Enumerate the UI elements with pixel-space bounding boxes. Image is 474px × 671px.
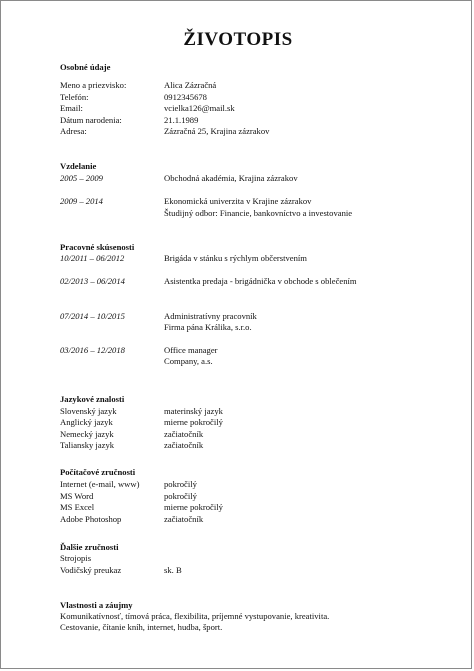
- personal-value: 0912345678: [164, 92, 207, 102]
- traits-line: Komunikatívnosť, tímová práca, flexibilita, príjemné vystupovanie, kreativita.: [60, 611, 330, 621]
- computer-level: začiatočník: [164, 514, 204, 524]
- computer-level: pokročilý: [164, 491, 197, 501]
- computer-skill: MS Word: [60, 491, 94, 501]
- section-heading-experience: Pracovné skúsenosti: [60, 242, 135, 252]
- language-level: materinský jazyk: [164, 406, 223, 416]
- language-name: Taliansky jazyk: [60, 440, 115, 450]
- education-school: Ekonomická univerzita v Krajine zázrakov: [164, 196, 312, 206]
- other-skill: Strojopis: [60, 553, 92, 563]
- experience-company: Company, a.s.: [164, 356, 213, 366]
- education-school: Obchodná akadémia, Krajina zázrakov: [164, 173, 298, 183]
- experience-period: 07/2014 – 10/2015: [60, 311, 125, 321]
- language-name: Anglický jazyk: [60, 417, 113, 427]
- language-level: začiatočník: [164, 440, 204, 450]
- interests-line: Cestovanie, čítanie kníh, internet, hudba, šport.: [60, 622, 223, 632]
- personal-label: Meno a priezvisko:: [60, 80, 127, 90]
- education-field: Študijný odbor: Financie, bankovníctvo a investovanie: [164, 208, 353, 218]
- personal-label: Telefón:: [60, 92, 89, 102]
- computer-level: mierne pokročilý: [164, 502, 223, 512]
- language-name: Nemecký jazyk: [60, 429, 114, 439]
- experience-role: Office manager: [164, 345, 218, 355]
- section-heading-computer: Počítačové zručnosti: [60, 467, 136, 477]
- language-level: začiatočník: [164, 429, 204, 439]
- education-period: 2009 – 2014: [60, 196, 103, 206]
- education-period: 2005 – 2009: [60, 173, 103, 183]
- experience-period: 10/2011 – 06/2012: [60, 253, 125, 263]
- experience-role: Administratívny pracovník: [164, 311, 257, 321]
- other-skill-value: sk. B: [164, 565, 182, 575]
- personal-value: Alica Zázračná: [164, 80, 217, 90]
- experience-period: 03/2016 – 12/2018: [60, 345, 125, 355]
- personal-value: Zázračná 25, Krajina zázrakov: [164, 126, 270, 136]
- language-level: mierne pokročilý: [164, 417, 223, 427]
- computer-skill: MS Excel: [60, 502, 95, 512]
- computer-skill: Adobe Photoshop: [60, 514, 122, 524]
- experience-company: Firma pána Králika, s.r.o.: [164, 322, 252, 332]
- section-heading-traits: Vlastnosti a záujmy: [60, 600, 133, 610]
- section-heading-education: Vzdelanie: [60, 161, 97, 171]
- experience-role: Asistentka predaja - brigádnička v obchode s oblečením: [164, 276, 357, 286]
- personal-value: vcielka126@mail.sk: [164, 103, 235, 113]
- personal-value: 21.1.1989: [164, 115, 199, 125]
- computer-level: pokročilý: [164, 479, 197, 489]
- personal-label: Email:: [60, 103, 83, 113]
- language-name: Slovenský jazyk: [60, 406, 117, 416]
- document-title: ŽIVOTOPIS: [183, 29, 293, 50]
- experience-period: 02/2013 – 06/2014: [60, 276, 125, 286]
- computer-skill: Internet (e-mail, www): [60, 479, 140, 489]
- experience-role: Brigáda v stánku s rýchlym občerstvením: [164, 253, 307, 263]
- personal-label: Adresa:: [60, 126, 87, 136]
- section-heading-languages: Jazykové znalosti: [60, 394, 125, 404]
- personal-label: Dátum narodenia:: [60, 115, 122, 125]
- other-skill: Vodičský preukaz: [60, 565, 122, 575]
- section-heading-personal: Osobné údaje: [60, 62, 111, 72]
- section-heading-other: Ďalšie zručnosti: [60, 542, 119, 552]
